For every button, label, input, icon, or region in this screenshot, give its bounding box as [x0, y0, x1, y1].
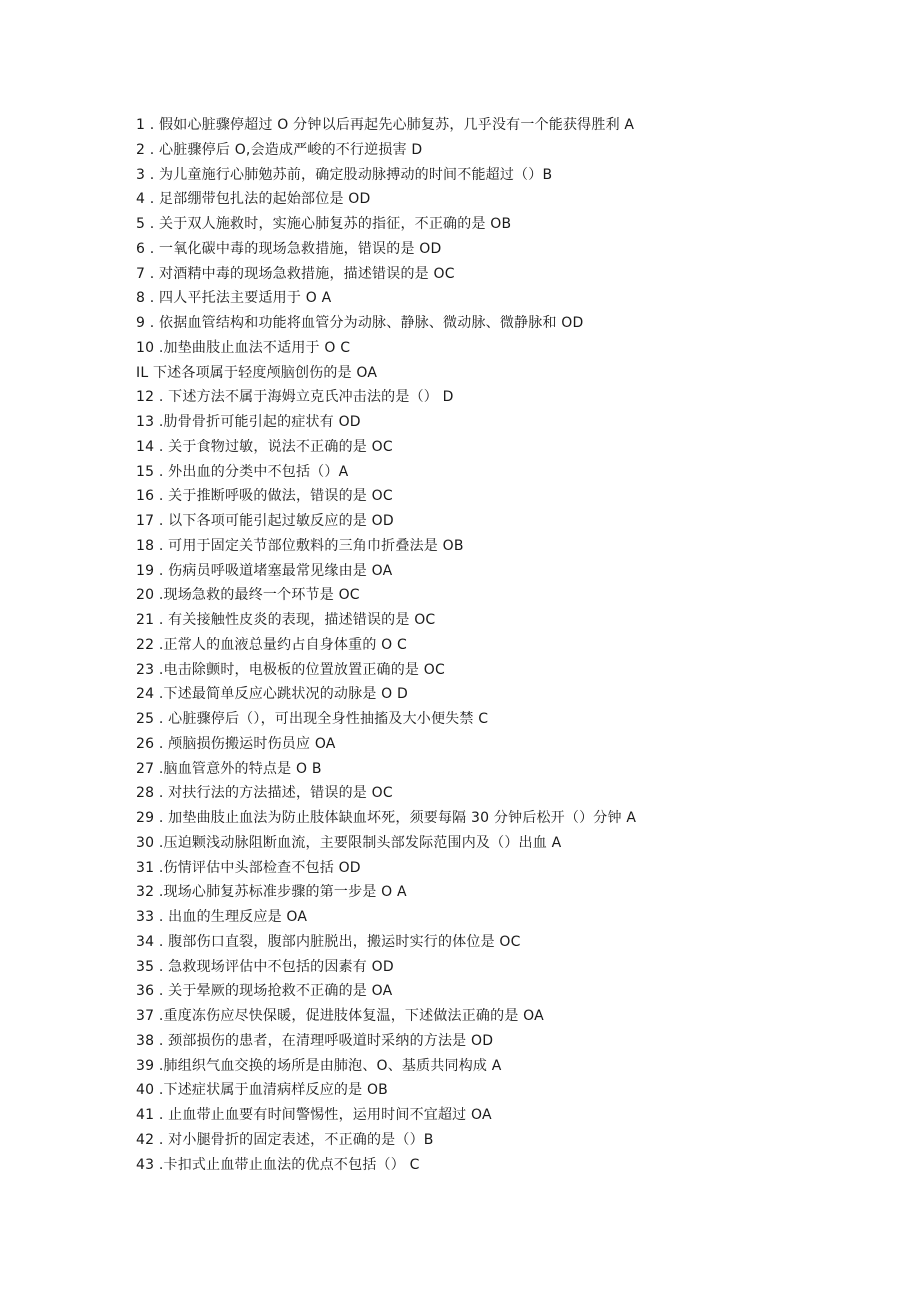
question-item: 19 . 伤病员呼吸道堵塞最常见缘由是 OA [136, 562, 393, 579]
question-item: 24 .下述最简单反应心跳状况的动脉是 O D [136, 686, 409, 703]
question-item: 31 .伤情评估中头部检查不包括 OD [136, 859, 361, 876]
question-item: 39 .肺组织气血交换的场所是由肺泡、O、基质共同构成 A [136, 1057, 502, 1074]
question-list [136, 113, 636, 1177]
question-item: 34 . 腹部伤口直裂，腹部内脏脱出，搬运时实行的体位是 OC [136, 933, 521, 950]
question-item: 4 . 足部绷带包扎法的起始部位是 OD [136, 191, 371, 208]
question-item: 36 . 关于晕厥的现场抢救不正确的是 OA [136, 983, 393, 1000]
question-item: 30 .压迫颗浅动脉阻断血流，主要限制头部发际范围内及（）出血 A [136, 834, 562, 851]
question-item: 3 . 为儿童施行心肺勉苏前，确定股动脉搏动的时间不能超过（）B [136, 166, 553, 183]
question-item: 25 . 心脏骤停后（），可出现全身性抽搐及大小便失禁 C [136, 711, 489, 727]
question-item: 15 . 外出血的分类中不包括（）A [136, 463, 349, 480]
question-item: 38 . 颈部损伤的患者，在清理呼吸道时采纳的方法是 OD [136, 1032, 494, 1049]
question-item: 7 . 对酒精中毒的现场急救措施，描述错误的是 OC [136, 265, 455, 282]
question-item: 40 .下述症状属于血清病样反应的是 OB [136, 1082, 388, 1099]
question-item: 32 .现场心肺复苏标准步骤的第一步是 O A [136, 884, 407, 901]
question-item: 9 . 依据血管结构和功能将血管分为动脉、静脉、微动脉、微静脉和 OD [136, 315, 584, 331]
question-item: 29 . 加垫曲肢止血法为防止肢体缺血坏死，须要每隔 30 分钟后松开（）分钟 A [136, 810, 637, 826]
question-item: 12 . 下述方法不属于海姆立克氏冲击法的是（） D [136, 389, 454, 406]
question-item: 5 . 关于双人施救时，实施心肺复苏的指征，不正确的是 OB [136, 216, 512, 232]
question-item: 18 . 可用于固定关节部位敷料的三角巾折叠法是 OB [136, 537, 464, 554]
question-item: IL 下述各项属于轻度颅脑创伤的是 OA [136, 364, 378, 381]
question-item: 13 .肋骨骨折可能引起的症状有 OD [136, 414, 361, 430]
question-item: 43 .卡扣式止血带止血法的优点不包括（） C [136, 1156, 420, 1173]
question-item: 17 . 以下各项可能引起过敏反应的是 OD [136, 513, 394, 529]
question-item: 27 .脑血管意外的特点是 O B [136, 760, 322, 777]
question-item: 41 . 止血带止血要有时间警惕性，运用时间不宜超过 OA [136, 1107, 492, 1123]
question-item: 6 . 一氧化碳中毒的现场急救措施，错误的是 OD [136, 240, 442, 257]
question-item: 33 . 出血的生理反应是 OA [136, 909, 308, 925]
question-item: 21 . 有关接触性皮炎的表现，描述错误的是 OC [136, 612, 436, 628]
question-item: 2 . 心脏骤停后 O,会造成严峻的不行逆损害 D [136, 141, 423, 158]
question-item: 20 .现场急救的最终一个环节是 OC [136, 587, 360, 604]
question-item: 22 .正常人的血液总量约占自身体重的 O C [136, 636, 408, 653]
question-item: 1 . 假如心脏骤停超过 O 分钟以后再起先心肺复苏，几乎没有一个能获得胜利 A [136, 117, 635, 133]
question-item: 8 . 四人平托法主要适用于 O A [136, 290, 332, 307]
question-item: 35 . 急救现场评估中不包括的因素有 OD [136, 958, 394, 975]
question-item: 23 .电击除颤时，电极板的位置放置正确的是 OC [136, 661, 445, 678]
question-item: 42 . 对小腿骨折的固定表述，不正确的是（）B [136, 1131, 434, 1148]
question-item: 14 . 关于食物过敏，说法不正确的是 OC [136, 438, 393, 455]
question-item: 37 .重度冻伤应尽快保暖，促进肢体复温，下述做法正确的是 OA [136, 1008, 544, 1024]
question-item: 26 . 颅脑损伤搬运时伤员应 OA [136, 735, 336, 752]
question-item: 16 . 关于推断呼吸的做法，错误的是 OC [136, 488, 393, 505]
question-item: 28 . 对扶行法的方法描述，错误的是 OC [136, 785, 393, 802]
question-item: 10 .加垫曲肢止血法不适用于 O C [136, 339, 351, 356]
